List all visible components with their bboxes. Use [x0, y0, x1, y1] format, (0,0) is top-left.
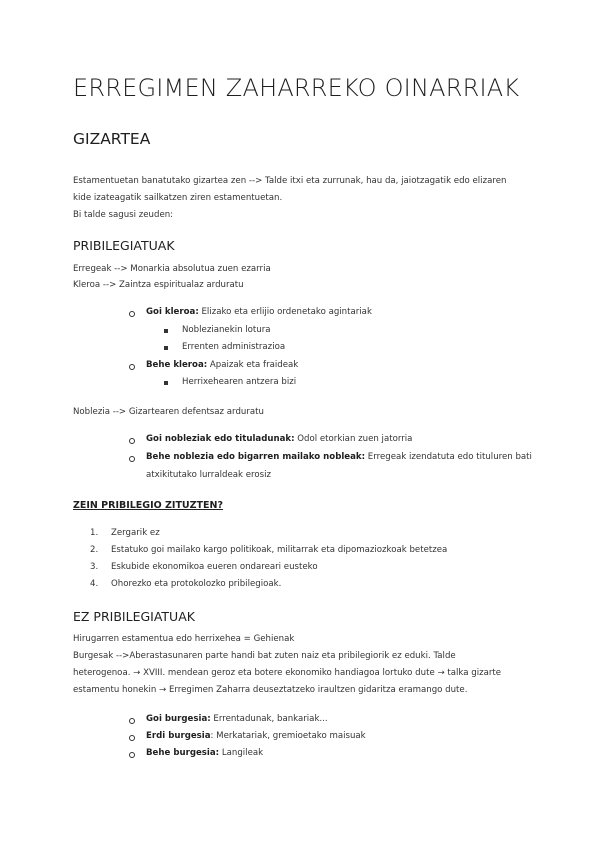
list-number: 2. — [90, 545, 99, 555]
list-item-behe-noblezia — [146, 452, 532, 462]
behe-burgesia-label: Behe burgesia: — [146, 748, 220, 758]
list-subitem: Noblezianekin lotura — [182, 325, 271, 335]
list-item-goi-noblezia — [146, 434, 412, 444]
ez-line-2: Burgesak -->Aberastasunaren parte handi bat zuten naiz eta pribilegiorik ez eduki. Talde — [73, 651, 456, 661]
goi-noblezia-label: Goi nobleziak edo tituladunak: — [146, 434, 295, 444]
goi-burgesia-label: Goi burgesia: — [146, 714, 211, 724]
gizartea-line-2: kide izateagatik sailkatzen ziren estamentuetan. — [73, 193, 283, 203]
bullet-circle-icon — [129, 735, 135, 741]
bullet-square-icon — [164, 381, 168, 385]
numbered-item: Ohorezko eta protokolozko pribilegioak. — [111, 579, 282, 589]
page-title: ERREGIMEN ZAHARREKO OINARRIAK — [73, 74, 520, 102]
bullet-circle-icon — [129, 752, 135, 758]
goi-burgesia-text: Errentadunak, bankariak... — [210, 714, 328, 724]
list-item-behe-burgesia — [146, 748, 263, 758]
list-item-behe-kleroa — [146, 360, 298, 370]
behe-noblezia-label: Behe noblezia edo bigarren mailako nobleak: — [146, 452, 366, 462]
list-item-erdi-burgesia — [146, 731, 366, 741]
behe-noblezia-text: Erregeak izendatuta edo tituluren bati — [365, 452, 532, 462]
behe-noblezia-text-2: atxikitutako lurraldeak erosiz — [146, 470, 271, 480]
list-item-goi-burgesia — [146, 714, 328, 724]
ez-line-4: estamentu honekin → Erregimen Zaharra deuseztatzeko iraultzen gidaritza eramango dute. — [73, 685, 468, 695]
list-item-goi-kleroa — [146, 307, 372, 317]
erdi-burgesia-text: : Merkatariak, gremioetako maisuak — [210, 731, 366, 741]
heading-gizartea: GIZARTEA — [73, 130, 151, 148]
ez-line-1: Hirugarren estamentua edo herrixehea = Gehienak — [73, 634, 295, 644]
gizartea-line-3: Bi talde sagusi zeuden: — [73, 210, 174, 220]
goi-kleroa-text: Elizako eta erlijio ordenetako agintariak — [198, 307, 372, 317]
list-number: 4. — [90, 579, 99, 589]
heading-ez-pribilegiatuak: EZ PRIBILEGIATUAK — [73, 609, 195, 624]
list-subitem: Herrixehearen antzera bizi — [182, 377, 297, 387]
bullet-square-icon — [164, 329, 168, 333]
behe-kleroa-label: Behe kleroa: — [146, 360, 208, 370]
numbered-item: Estatuko goi mailako kargo politikoak, militarrak eta dipomaziozkoak betetzea — [111, 545, 448, 555]
list-number: 1. — [90, 528, 99, 538]
noblezia-line: Noblezia --> Gizartearen defentsaz arduratu — [73, 407, 264, 417]
goi-kleroa-label: Goi kleroa: — [146, 307, 199, 317]
heading-pribilegiatuak: PRIBILEGIATUAK — [73, 238, 175, 253]
pribilegiatuak-line-2: Kleroa --> Zaintza espiritualaz arduratu — [73, 280, 244, 290]
bullet-circle-icon — [129, 438, 135, 444]
heading-zein-pribilegio: ZEIN PRIBILEGIO ZITUZTEN? — [73, 500, 223, 511]
gizartea-line-1: Estamentuetan banatutako gizartea zen --> Talde itxi eta zurrunak, hau da, jaiotzagatik edo elizaren — [73, 176, 507, 186]
list-number: 3. — [90, 562, 99, 572]
bullet-circle-icon — [129, 311, 135, 317]
ez-line-3: heterogenoa. → XVIII. mendean geroz eta botere ekonomiko handiagoa lortuko dute → talka gizarte — [73, 668, 502, 678]
numbered-item: Eskubide ekonomikoa eueren ondareari eusteko — [111, 562, 318, 572]
numbered-item: Zergarik ez — [111, 528, 160, 538]
goi-noblezia-text: Odol etorkian zuen jatorria — [294, 434, 413, 444]
behe-kleroa-text: Apaizak eta fraideak — [207, 360, 299, 370]
bullet-circle-icon — [129, 718, 135, 724]
erdi-burgesia-label: Erdi burgesia — [146, 731, 211, 741]
behe-burgesia-text: Langileak — [219, 748, 264, 758]
bullet-circle-icon — [129, 364, 135, 370]
bullet-square-icon — [164, 346, 168, 350]
bullet-circle-icon — [129, 456, 135, 462]
list-subitem: Errenten administrazioa — [182, 342, 286, 352]
pribilegiatuak-line-1: Erregeak --> Monarkia absolutua zuen ezarria — [73, 264, 271, 274]
